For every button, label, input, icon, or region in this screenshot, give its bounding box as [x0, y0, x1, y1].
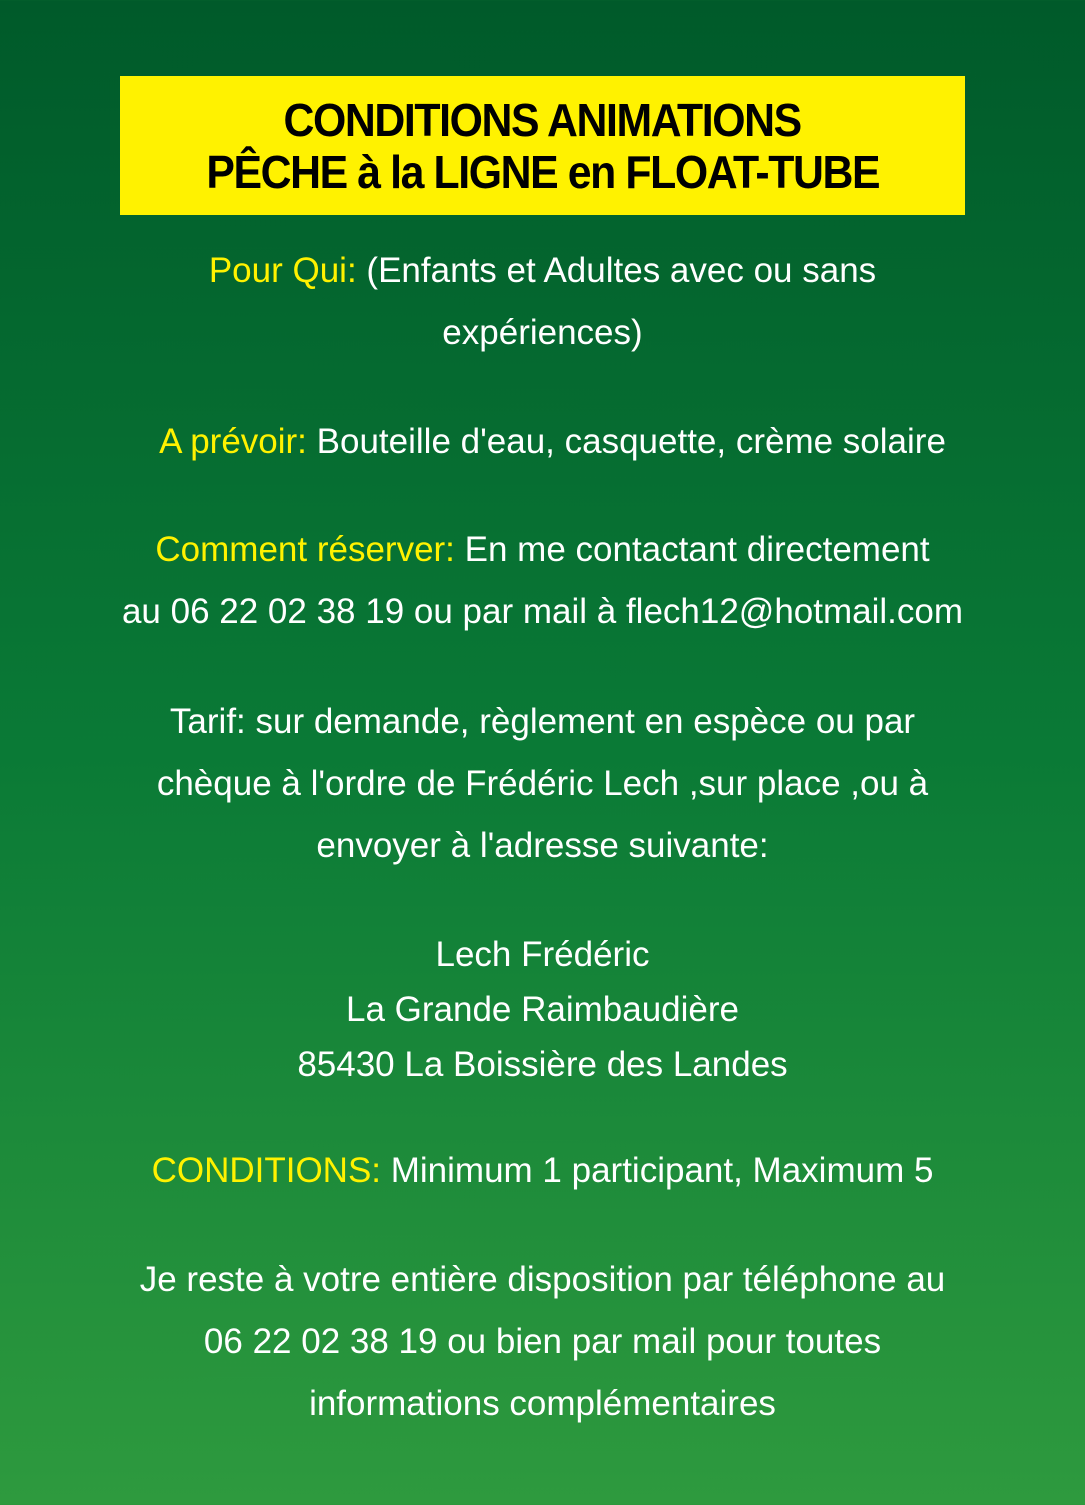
closing-line-3: informations complémentaires	[309, 1384, 776, 1423]
pour-qui-text-2: expériences)	[442, 313, 643, 352]
a-prevoir-section	[10, 411, 1085, 473]
address-name: Lech Frédéric	[435, 935, 650, 974]
address-city: 85430 La Boissière des Landes	[297, 1045, 788, 1084]
pour-qui-text: (Enfants et Adultes avec ou sans	[356, 251, 877, 290]
conditions-label: CONDITIONS:	[151, 1151, 382, 1190]
tarif-line-1: Tarif: sur demande, règlement en espèce ou par	[169, 702, 916, 741]
closing-line-2: 06 22 02 38 19 ou bien par mail pour toutes	[203, 1322, 882, 1361]
title-line-1: CONDITIONS ANIMATIONS	[283, 93, 802, 146]
pour-qui-section	[0, 240, 1085, 364]
address-section	[0, 927, 1085, 1092]
reserver-label: Comment réserver:	[155, 530, 455, 569]
tarif-line-3: envoyer à l'adresse suivante:	[316, 826, 769, 865]
pour-qui-label: Pour Qui:	[208, 251, 357, 290]
tarif-line-2: chèque à l'ordre de Frédéric Lech ,sur place ,ou à	[156, 764, 929, 803]
address-street: La Grande Raimbaudière	[345, 990, 739, 1029]
closing-section	[0, 1249, 1085, 1435]
conditions-section	[0, 1140, 1085, 1202]
a-prevoir-text: Bouteille d'eau, casquette, crème solaire	[306, 422, 946, 461]
reserver-contact: au 06 22 02 38 19 ou par mail à flech12@hotmail.com	[121, 592, 964, 631]
title-line-2: PÊCHE à la LIGNE en FLOAT-TUBE	[206, 145, 879, 198]
closing-line-1: Je reste à votre entière disposition par téléphone au	[139, 1260, 946, 1299]
tarif-section	[0, 691, 1085, 877]
conditions-text: Minimum 1 participant, Maximum 5	[381, 1151, 934, 1190]
a-prevoir-label: A prévoir:	[159, 422, 307, 461]
reserver-section	[0, 519, 1085, 643]
reserver-text: En me contactant directement	[454, 530, 930, 569]
title-banner	[120, 76, 965, 215]
